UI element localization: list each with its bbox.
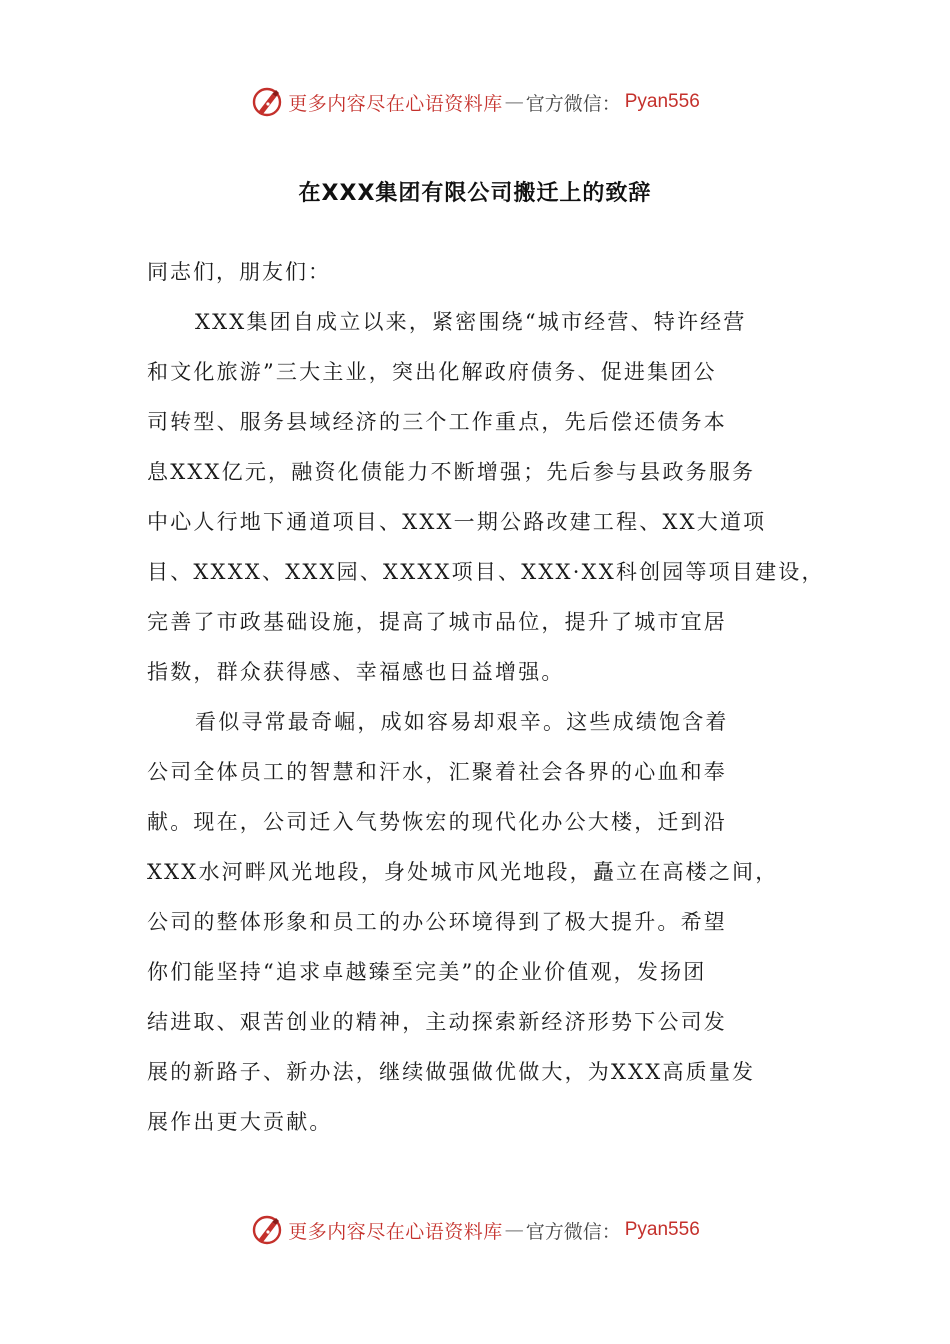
watermark-wechat-id: Pyan556 <box>624 1219 700 1240</box>
paragraph-line: XXX水河畔风光地段，身处城市风光地段，矗立在高楼之间， <box>147 860 779 884</box>
paragraph-line: 目、XXXX、XXX园、XXXX项目、XXX·XX科创园等项目建设， <box>147 560 825 584</box>
paragraph-line: 完善了市政基础设施，提高了城市品位，提升了城市宜居 <box>147 610 727 634</box>
watermark-wechat-label: 官方微信： <box>525 92 621 115</box>
watermark-text: 更多内容尽在心语资料库 <box>288 92 503 115</box>
paragraph-2 <box>147 697 817 1147</box>
watermark-text: 更多内容尽在心语资料库 <box>288 1220 503 1243</box>
paragraph-line: 指数，群众获得感、幸福感也日益增强。 <box>147 660 565 684</box>
paragraph-line: 你们能坚持“追求卓越臻至完美”的企业价值观，发扬团 <box>147 960 707 984</box>
paragraph-line: 和文化旅游”三大主业，突出化解政府债务、促进集团公 <box>147 360 717 384</box>
watermark-separator: — <box>504 91 524 113</box>
document-title: 在XXX集团有限公司搬迁上的致辞 <box>298 181 652 206</box>
paragraph-line: 中心人行地下通道项目、XXX一期公路改建工程、XX大道项 <box>147 510 767 534</box>
watermark-separator: — <box>504 1219 524 1241</box>
watermark-wechat-id: Pyan556 <box>624 91 700 112</box>
paragraph-line: 司转型、服务县域经济的三个工作重点，先后偿还债务本 <box>147 410 727 434</box>
paragraph-line: 展的新路子、新办法，继续做强做优做大，为XXX高质量发 <box>147 1060 756 1084</box>
watermark-wechat-label: 官方微信： <box>525 1220 621 1243</box>
paragraph-line: 公司全体员工的智慧和汗水，汇聚着社会各界的心血和奉 <box>147 760 727 784</box>
paragraph-1 <box>147 297 825 697</box>
header-watermark <box>0 82 950 122</box>
paragraph-line: 展作出更大贡献。 <box>147 1110 333 1134</box>
pen-nib-logo-icon <box>250 1213 284 1247</box>
greeting: 同志们，朋友们： <box>147 260 331 284</box>
paragraph-line: 献。现在，公司迁入气势恢宏的现代化办公大楼，迁到沿 <box>147 810 727 834</box>
paragraph-line: 结进取、艰苦创业的精神，主动探索新经济形势下公司发 <box>147 1010 727 1034</box>
document-body <box>147 247 825 1147</box>
paragraph-line: 息XXX亿元，融资化债能力不断增强；先后参与县政务服务 <box>147 460 756 484</box>
paragraph-line: 看似寻常最奇崛，成如容易却艰辛。这些成绩饱含着 <box>195 710 729 734</box>
footer-watermark <box>0 1210 950 1250</box>
pen-nib-logo-icon <box>250 85 284 119</box>
paragraph-line: XXX集团自成立以来，紧密围绕“城市经营、特许经营 <box>195 310 747 334</box>
paragraph-line: 公司的整体形象和员工的办公环境得到了极大提升。希望 <box>147 910 727 934</box>
